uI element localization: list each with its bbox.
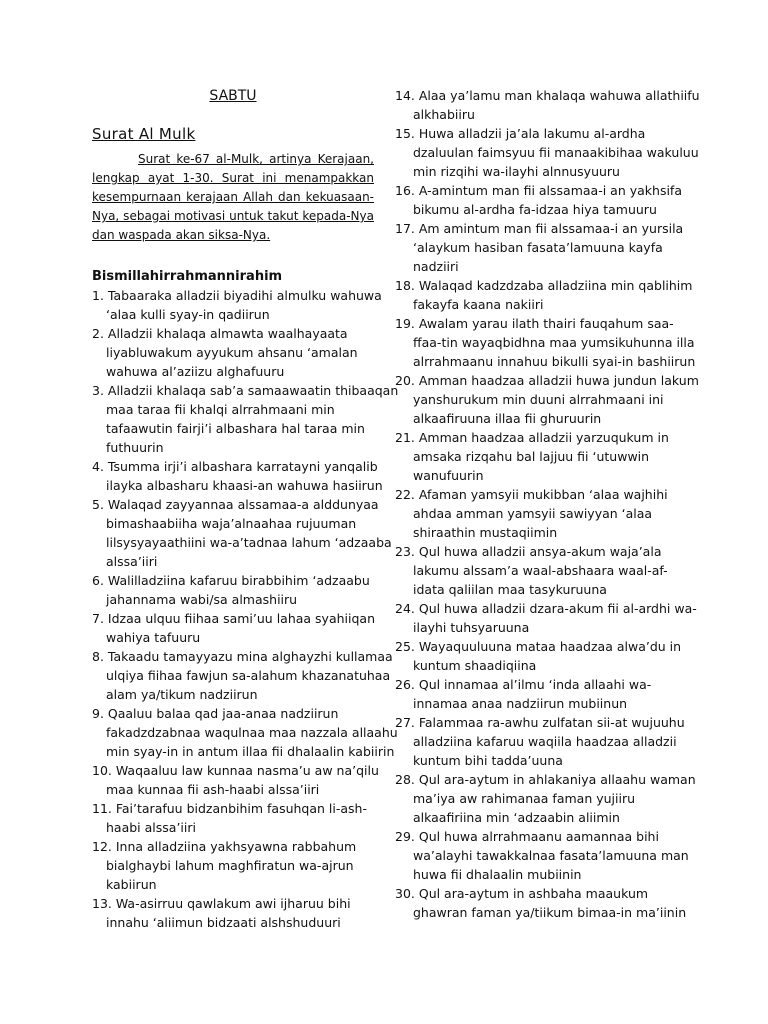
verse-line-first: 14. Alaa ya’lamu man khalaqa wahuwa allathiifu: [395, 88, 700, 103]
verse-line-continued: yanshurukum min duuni alrrahmaani ini: [413, 392, 664, 407]
verse-line-continued: shiraathin mustaqiimin: [413, 525, 558, 540]
verse-line-continued: kabiirun: [106, 877, 157, 892]
verse-line-continued: alladziina kafaruu waqiila haadzaa alladzii: [413, 734, 677, 749]
verse-line-continued: bimashaabiiha waja’alnaahaa rujuuman: [106, 516, 357, 531]
verse-line-first: 23. Qul huwa alladzii ansya-akum waja’ala: [395, 544, 662, 559]
verse-line-first: 27. Falammaa ra-awhu zulfatan sii-at wujuuhu: [395, 715, 685, 730]
verse-line-continued: jahannama wabi/sa almashiiru: [106, 592, 298, 607]
verse-line-continued: innahu ‘aliimun bidzaati alshshuduuri: [106, 915, 341, 930]
verse-item: [395, 713, 685, 770]
verse-line-first: 4. Tsumma irji’i albashara karratayni yanqalib: [92, 459, 378, 474]
verse-line-first: 20. Amman haadzaa alladzii huwa jundun lakum: [395, 373, 699, 388]
surah-intro: Surat ke-67 al-Mulk, artinya Kerajaan, lengkap ayat 1-30. Surat ini menampakkan kesempurnaan kerajaan Allah dan kekuasaan-Nya, sebagai motivasi untuk takut kepada-Nya dan waspada akan siksa-Nya.: [92, 152, 374, 242]
verse-item: [395, 371, 699, 428]
verse-item: [92, 571, 374, 609]
verse-item: [395, 276, 693, 314]
verse-line-continued: alkaafiruuna illaa fii ghuruurin: [413, 411, 602, 426]
verse-line-first: 19. Awalam yarau ilath thairi fauqahum saa-: [395, 316, 674, 331]
verse-line-continued: ghawran faman ya/tiikum bimaa-in ma’iinin: [413, 905, 687, 920]
verse-line-continued: wanufuurin: [413, 468, 484, 483]
verse-line-continued: maa kunnaa fii ash-haabi alssa’iiri: [106, 782, 320, 797]
verse-line-first: 7. Idzaa ulquu fiihaa sami’uu lahaa syahiiqan: [92, 611, 376, 626]
verse-line-continued: futhuurin: [106, 440, 164, 455]
verse-line-continued: tafaawutin fairji’i albashara hal taraa min: [106, 421, 365, 436]
verse-line-continued: dzaluulan faimsyuu fii manaakibihaa wakuluu: [413, 145, 699, 160]
verse-item: [92, 799, 374, 837]
left-column: [92, 86, 399, 932]
verse-item: [395, 124, 699, 181]
verse-item: [395, 637, 685, 675]
verse-list-left: [92, 286, 399, 932]
verse-line-continued: min rizqihi wa-ilayhi alnnusyuuru: [413, 164, 620, 179]
verse-line-first: 9. Qaaluu balaa qad jaa-anaa nadziirun: [92, 706, 339, 721]
verse-line-first: 18. Walaqad kadzdzaba alladziina min qablihim: [395, 278, 693, 293]
verse-line-continued: ahdaa amman yamsyii sawiyyan ‘alaa: [413, 506, 653, 521]
verse-line-first: 1. Tabaaraka alladzii biyadihi almulku wahuwa: [92, 288, 382, 303]
verse-line-continued: ilayhi tuhsyaruuna: [413, 620, 530, 635]
verse-item: [92, 286, 382, 324]
verse-line-continued: ma’iya aw rahimanaa faman yujiiru: [413, 791, 636, 806]
verse-line-continued: lilsysyayaathiini wa-a’tadnaa lahum ‘adzaaba: [106, 535, 392, 550]
verse-line-first: 5. Walaqad zayyannaa alssamaa-a alddunyaa: [92, 497, 379, 512]
verse-line-continued: min syay-in in antum illaa fii dhalaalin kabiirin: [106, 744, 395, 759]
verse-item: [395, 428, 685, 485]
verse-item: [92, 761, 379, 799]
verse-line-continued: alkaafiriina min ‘adzaabin aliimin: [413, 810, 620, 825]
verse-line-continued: amsaka rizqahu bal lajjuu fii ‘utuwwin: [413, 449, 650, 464]
verse-line-continued: alam ya/tikum nadziirun: [106, 687, 258, 702]
verse-line-first: 12. Inna alladziina yakhsyawna rabbahum: [92, 839, 357, 854]
verse-line-continued: idata qaliilan maa tasykuruuna: [413, 582, 607, 597]
verse-item: [92, 381, 399, 457]
verse-line-first: 15. Huwa alladzii ja’ala lakumu al-ardha: [395, 126, 646, 141]
verse-item: [395, 542, 685, 599]
verse-line-first: 17. Am amintum man fii alssamaa-i an yursila: [395, 221, 684, 236]
verse-item: [395, 827, 689, 884]
verse-line-continued: kuntum bihi tadda’uuna: [413, 753, 563, 768]
verse-line-first: 25. Wayaquuluuna mataa haadzaa alwa’du in: [395, 639, 682, 654]
verse-line-first: 2. Alladzii khalaqa almawta waalhayaata: [92, 326, 348, 341]
verse-item: [92, 457, 383, 495]
verse-line-first: 16. A-amintum man fii alssamaa-i an yakhsifa: [395, 183, 682, 198]
verse-item: [395, 770, 696, 827]
verse-line-continued: huwa fii dhalaalin mubiinin: [413, 867, 582, 882]
verse-line-continued: innamaa anaa nadziirun mubiinun: [413, 696, 628, 711]
verse-line-first: 21. Amman haadzaa alladzii yarzuqukum in: [395, 430, 669, 445]
verse-item: [395, 219, 685, 276]
verse-item: [92, 609, 374, 647]
verse-line-first: 22. Afaman yamsyii mukibban ‘alaa wajhihi: [395, 487, 668, 502]
verse-line-continued: fakadzdzabnaa waqulnaa maa nazzala allaahu: [106, 725, 398, 740]
verse-line-continued: nadziiri: [413, 259, 459, 274]
verse-line-first: 29. Qul huwa alrrahmaanu aamannaa bihi: [395, 829, 659, 844]
verse-line-continued: ‘alaykum hasiban fasata’lamuuna kayfa: [413, 240, 663, 255]
verse-line-first: 28. Qul ara-aytum in ahlakaniya allaahu waman: [395, 772, 696, 787]
verse-line-continued: ilayka albasharu khaasi-an wahuwa hasiirun: [106, 478, 383, 493]
day-title: SABTU: [209, 88, 257, 104]
verse-item: [92, 495, 392, 571]
verse-item: [395, 485, 685, 542]
verse-line-continued: ulqiya fiihaa fawjun sa-alahum khazanatuhaa: [106, 668, 391, 683]
verse-item: [92, 894, 374, 932]
verse-line-continued: wa’alayhi tawakkalnaa fasata’lamuuna man: [413, 848, 689, 863]
verse-line-first: 24. Qul huwa alladzii dzara-akum fii al-ardhi wa-: [395, 601, 697, 616]
verse-line-first: 8. Takaadu tamayyazu mina alghayzhi kullamaa: [92, 649, 393, 664]
verse-item: [395, 314, 696, 371]
verse-line-continued: bialghaybi lahum maghfiratun wa-ajrun: [106, 858, 354, 873]
verse-line-continued: haabi alssa’iiri: [106, 820, 196, 835]
right-column: [395, 86, 700, 922]
verse-line-first: 30. Qul ara-aytum in ashbaha maaukum: [395, 886, 649, 901]
verse-item: [92, 704, 398, 761]
verse-line-continued: liyabluwakum ayyukum ahsanu ‘amalan: [106, 345, 358, 360]
verse-item: [92, 837, 374, 894]
verse-line-continued: bikumu al-ardha fa-idzaa hiya tamuuru: [413, 202, 657, 217]
verse-line-continued: wahuwa al’aziizu alghafuuru: [106, 364, 285, 379]
verse-line-first: 3. Alladzii khalaqa sab’a samaawaatin thibaaqan: [92, 383, 399, 398]
verse-item: [395, 599, 697, 637]
verse-item: [395, 86, 700, 124]
verse-line-first: 13. Wa-asirruu qawlakum awi ijharuu bihi: [92, 896, 351, 911]
verse-item: [92, 647, 393, 704]
verse-line-continued: alrrahmaanu innahuu bikulli syai-in bashiirun: [413, 354, 696, 369]
verse-line-continued: kuntum shaadiqiina: [413, 658, 537, 673]
verse-line-continued: ‘alaa kulli syay-in qadiirun: [106, 307, 270, 322]
verse-item: [395, 675, 685, 713]
verse-line-continued: alssa’iiri: [106, 554, 158, 569]
surah-title: Surat Al Mulk: [92, 125, 196, 143]
verse-line-continued: fakayfa kaana nakiiri: [413, 297, 544, 312]
verse-line-first: 6. Walilladziina kafaruu birabbihim ‘adzaabu: [92, 573, 370, 588]
verse-line-continued: ffaa-tin wayaqbidhna maa yumsikuhunna illa: [413, 335, 695, 350]
verse-list-right: [395, 86, 700, 922]
verse-line-first: 10. Waqaaluu law kunnaa nasma’u aw na’qilu: [92, 763, 379, 778]
verse-line-continued: wahiya tafuuru: [106, 630, 201, 645]
verse-item: [92, 324, 374, 381]
verse-line-first: 26. Qul innamaa al’ilmu ‘inda allaahi wa-: [395, 677, 652, 692]
verse-item: [395, 884, 685, 922]
verse-line-continued: maa taraa fii khalqi alrrahmaani min: [106, 402, 335, 417]
verse-line-first: 11. Fai’tarafuu bidzanbihim fasuhqan li-ash-: [92, 801, 367, 816]
bismillah-heading: Bismillahirrahmannirahim: [92, 269, 283, 284]
verse-item: [395, 181, 685, 219]
verse-line-continued: alkhabiiru: [413, 107, 475, 122]
verse-line-continued: lakumu alssam’a waal-abshaara waal-af-: [413, 563, 668, 578]
